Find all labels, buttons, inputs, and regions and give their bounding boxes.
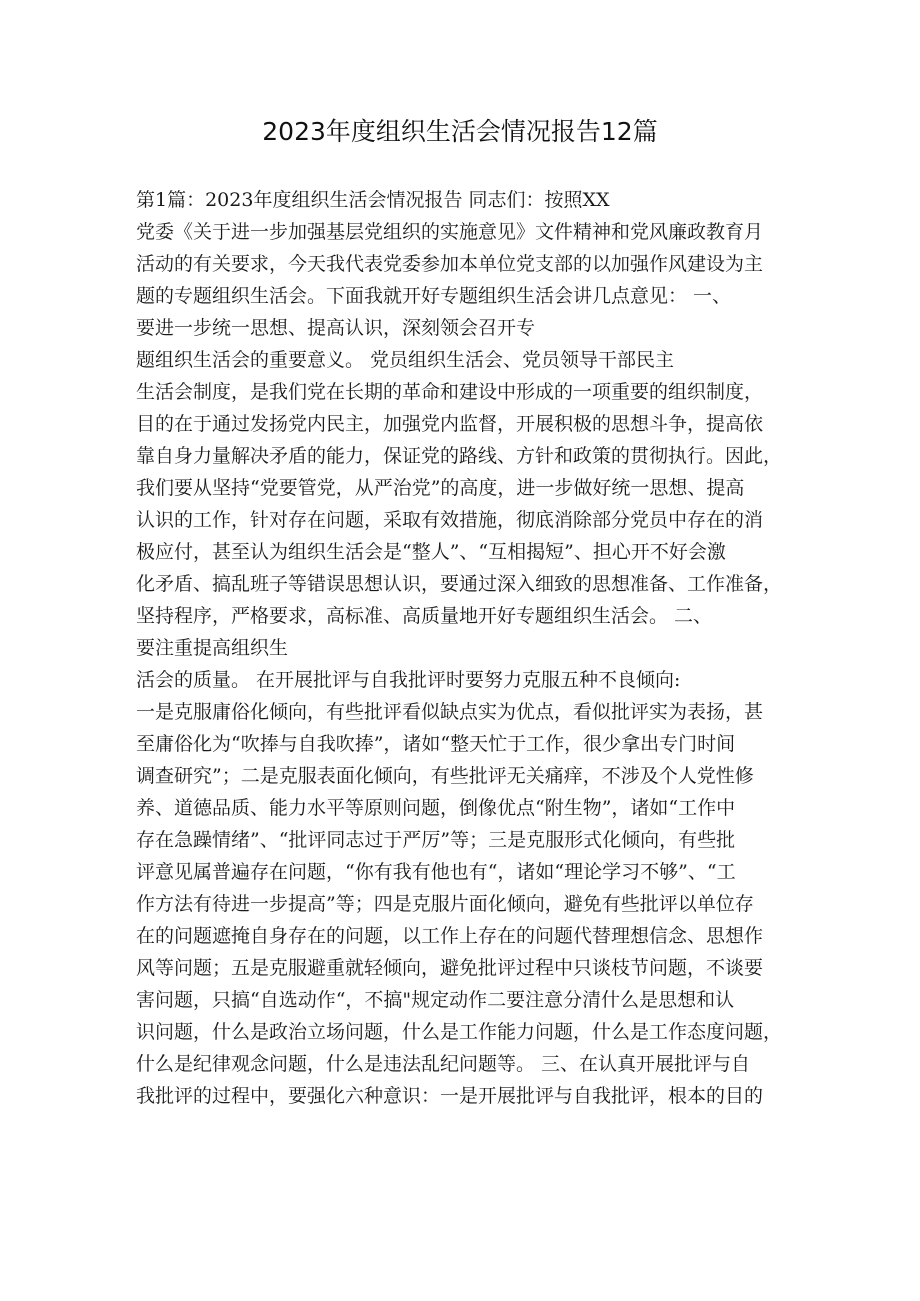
body-line: 生活会制度，是我们党在长期的革命和建设中形成的一项重要的组织制度， [136, 381, 764, 403]
body-line: 识问题，什么是政治立场问题，什么是工作能力问题，什么是工作态度问题， [136, 1021, 783, 1043]
body-line: 第1篇：2023年度组织生活会情况报告 同志们：按照XX [136, 189, 610, 211]
body-line: 调查研究”；二是克服表面化倾向，有些批评无关痛痒，不涉及个人党性修 [136, 765, 754, 787]
body-line: 在的问题遮掩自身存在的问题，以工作上存在的问题代替理想信念、思想作 [136, 925, 764, 947]
body-line: 我们要从坚持“党要管党，从严治党”的高度，进一步做好统一思想、提高 [136, 477, 745, 499]
body-line: 题组织生活会的重要意义。 党员组织生活会、党员领导干部民主 [136, 349, 675, 371]
body-line: 我批评的过程中，要强化六种意识：一是开展批评与自我批评，根本的目的 [136, 1085, 764, 1107]
body-line: 靠自身力量解决矛盾的能力，保证党的路线、方针和政策的贯彻执行。因此， [136, 445, 783, 467]
body-line: 至庸俗化为“吹捧与自我吹捧”，诸如“整天忙于工作，很少拿出专门时间 [136, 733, 736, 755]
body-line: 养、道德品质、能力水平等原则问题，倒像优点“附生物”，诸如“工作中 [136, 797, 736, 819]
body-line: 害问题，只搞“自选动作“，不搞"规定动作二要注意分清什么是思想和认 [136, 989, 735, 1011]
body-line: 极应付，甚至认为组织生活会是“整人”、“互相揭短”、担心开不好会激 [136, 541, 726, 563]
body-line: 认识的工作，针对存在问题，采取有效措施，彻底消除部分党员中存在的消 [136, 509, 764, 531]
body-line: 要注重提高组织生 [136, 637, 289, 659]
body-line: 要进一步统一思想、提高认识，深刻领会召开专 [136, 317, 536, 339]
document-title: 2023年度组织生活会情况报告12篇 [262, 117, 658, 146]
body-line: 活会的质量。 在开展批评与自我批评时要努力克服五种不良倾向: [136, 669, 681, 691]
body-line: 一是克服庸俗化倾向，有些批评看似缺点实为优点，看似批评实为表扬，甚 [136, 701, 764, 723]
body-line: 评意见属普遍存在问题，“你有我有他也有“，诸如“理论学习不够”、“工 [136, 861, 736, 883]
body-line: 存在急躁情绪”、“批评同志过于严厉”等；三是克服形式化倾向，有些批 [136, 829, 736, 851]
body-line: 题的专题组织生活会。下面我就开好专题组织生活会讲几点意见： 一、 [136, 285, 732, 307]
body-line: 活动的有关要求，今天我代表党委参加本单位党支部的以加强作风建设为主 [136, 253, 764, 275]
body-line: 目的在于通过发扬党内民主，加强党内监督，开展积极的思想斗争，提高依 [136, 413, 764, 435]
body-line: 化矛盾、搞乱班子等错误思想认识，要通过深入细致的思想准备、工作准备， [136, 573, 783, 595]
body-line: 坚持程序，严格要求，高标准、高质量地开好专题组织生活会。 二、 [136, 605, 713, 627]
body-line: 党委《关于进一步加强基层党组织的实施意见》文件精神和党风廉政教育月 [136, 221, 764, 243]
body-line: 什么是纪律观念问题，什么是违法乱纪问题等。 三、在认真开展批评与自 [136, 1053, 751, 1075]
body-line: 作方法有待进一步提高”等；四是克服片面化倾向，避免有些批评以单位存 [136, 893, 754, 915]
body-line: 风等问题；五是克服避重就轻倾向，避免批评过程中只谈枝节问题，不谈要 [136, 957, 764, 979]
